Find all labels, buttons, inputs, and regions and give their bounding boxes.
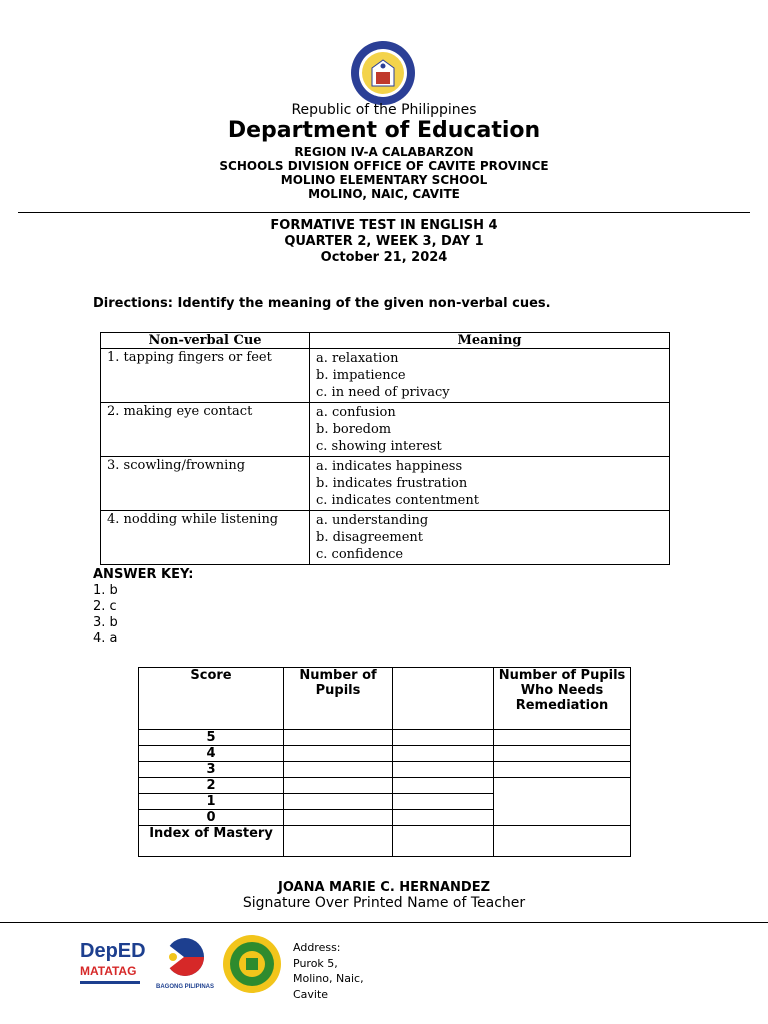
empty-cell [393,762,494,778]
test-date: October 21, 2024 [320,250,448,265]
directions: Directions: Identify the meaning of the given non-verbal cues. [93,296,551,311]
deped-matatag-logo [80,940,146,990]
table-row [101,457,670,511]
deped-logo-text: DepED [80,940,146,962]
option: b. impatience [316,368,406,383]
index-label: Index of Mastery [139,826,284,857]
location-label: MOLINO, NAIC, CAVITE [308,187,460,201]
table-row [139,746,631,762]
cue-cell: 4. nodding while listening [101,511,310,565]
address-line: Molino, Naic, [293,972,364,985]
signature-caption: Signature Over Printed Name of Teacher [242,895,526,911]
address-block [293,940,364,1002]
answer-key-item: 4. a [93,631,118,646]
option: c. confidence [316,547,404,562]
bagong-pilipinas-logo-icon [160,935,210,985]
empty-cell [284,746,393,762]
matatag-logo-text: MATATAG [80,964,137,978]
option: b. indicates frustration [316,476,468,491]
meaning-cell [310,349,670,403]
cue-cell: 1. tapping fingers or feet [101,349,310,403]
score-table [138,667,631,857]
cue-cell: 3. scowling/frowning [101,457,310,511]
empty-cell [393,730,494,746]
empty-cell [393,794,494,810]
merged-cell [494,778,631,826]
department-heading: Department of Education [227,118,541,143]
deped-seal-icon [350,40,416,106]
meaning-column-header: Meaning [310,333,670,349]
remediation-header: Number of Pupils Who Needs Remediation [494,668,631,730]
option: c. in need of privacy [316,385,450,400]
empty-cell [494,746,631,762]
cue-column-header: Non-verbal Cue [101,333,310,349]
address-line: Purok 5, [293,956,338,970]
footer-divider [0,922,768,923]
teacher-name: JOANA MARIE C. HERNANDEZ [277,880,490,895]
empty-cell [284,794,393,810]
bagong-pilipinas-label: BAGONG PILIPINAS [155,984,214,990]
region-label: REGION IV-A CALABARZON [294,145,474,159]
empty-cell [494,762,631,778]
school-seal-icon [222,934,282,994]
answer-key-item: 3. b [93,615,118,630]
cue-table [100,332,670,565]
empty-cell [284,730,393,746]
republic-heading: Republic of the Philippines [291,102,477,118]
table-row [139,762,631,778]
cue-table-header [101,333,670,349]
answer-key-title: ANSWER KEY: [93,567,194,582]
meaning-cell [310,511,670,565]
pupils-header: Number of Pupils [284,668,393,730]
answer-key-item: 1. b [93,583,118,598]
empty-cell [393,746,494,762]
option: c. showing interest [316,439,442,454]
option: a. understanding [316,513,429,528]
division-label: SCHOOLS DIVISION OFFICE OF CAVITE PROVINCE [219,159,549,173]
answer-key-item: 2. c [93,599,117,614]
empty-cell [284,810,393,826]
header-divider [18,212,750,213]
empty-cell [284,778,393,794]
address-line: Cavite [293,987,329,1001]
cue-cell: 2. making eye contact [101,403,310,457]
option: a. relaxation [316,351,399,366]
table-row [139,826,631,857]
option: a. indicates happiness [316,459,463,474]
option: b. boredom [316,422,392,437]
meaning-cell [310,457,670,511]
empty-cell [393,810,494,826]
logo-underline [80,981,140,984]
option: a. confusion [316,405,396,420]
option: b. disagreement [316,530,424,545]
table-row [101,511,670,565]
address-line: Address: [293,941,341,954]
blank-header [393,668,494,730]
table-row [139,778,631,794]
table-row [101,349,670,403]
test-title: FORMATIVE TEST IN ENGLISH 4 [270,218,498,233]
option: c. indicates contentment [316,493,479,508]
empty-cell [393,778,494,794]
score-cell: 3 [139,762,284,778]
score-cell: 5 [139,730,284,746]
school-label: MOLINO ELEMENTARY SCHOOL [280,173,488,187]
score-cell: 1 [139,794,284,810]
empty-cell [494,826,631,857]
score-header: Score [139,668,284,730]
score-cell: 4 [139,746,284,762]
score-table-header [139,668,631,730]
table-row [101,403,670,457]
empty-cell [494,730,631,746]
empty-cell [284,762,393,778]
empty-cell [393,826,494,857]
score-cell: 0 [139,810,284,826]
empty-cell [284,826,393,857]
test-quarter: QUARTER 2, WEEK 3, DAY 1 [284,234,484,249]
score-cell: 2 [139,778,284,794]
table-row [139,730,631,746]
meaning-cell [310,403,670,457]
